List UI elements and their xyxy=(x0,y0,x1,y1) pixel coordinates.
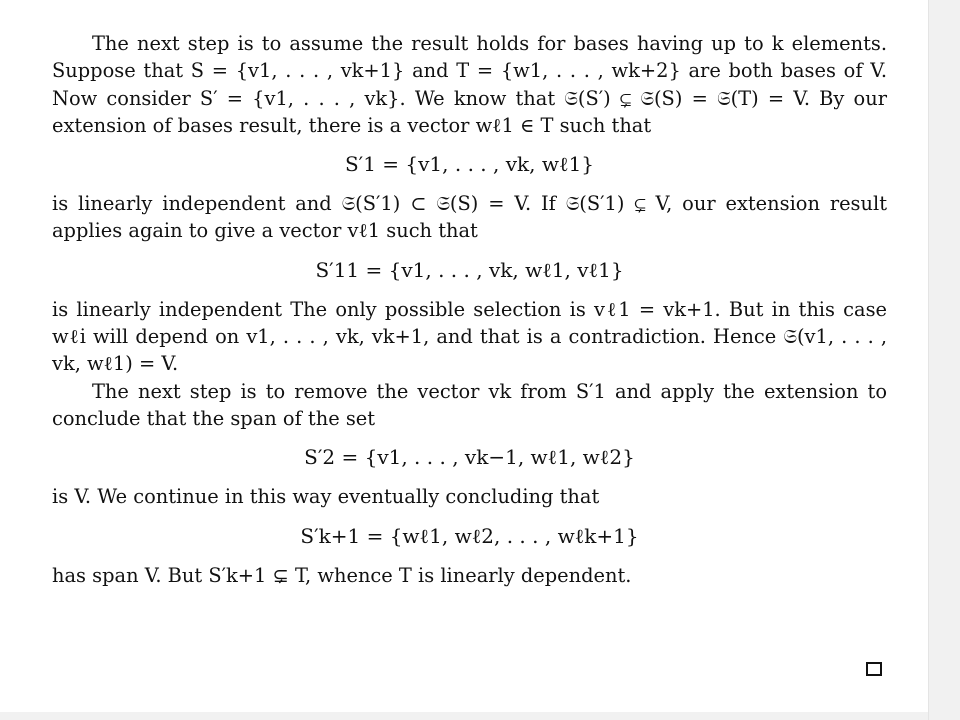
paragraph-6: has span V. But S′k+1 ⊊ T, whence T is linearly dependent. xyxy=(52,563,632,587)
equation-s11-prime: S′11 = {v1, . . . , vk, wℓ1, vℓ1} xyxy=(315,257,624,282)
page-bottom-edge xyxy=(0,712,928,720)
paragraph-5: is V. We continue in this way eventually concluding that xyxy=(52,485,600,509)
paragraph-4: The next step is to remove the vector vk from S′1 and apply the extension to conclude that the span of the set xyxy=(52,379,887,430)
paragraph-1: The next step is to assume the result holds for bases having up to k elements. Suppose that S = {v1, . . . , vk+1} and T = {w1, . . . , wk+2} are both bases of V. Now consider S′ = {v1, . . . , vk}. We know that 𝔖(S′) ⊊ 𝔖(S) = 𝔖(T) = V. By our extension of bases result, there is a vector wℓ1 ∈ T such that xyxy=(52,32,887,137)
equation-s2-prime: S′2 = {v1, . . . , vk−1, wℓ1, wℓ2} xyxy=(304,445,635,470)
qed-square-icon xyxy=(866,662,882,676)
equation-s1-prime: S′1 = {v1, . . . , vk, wℓ1} xyxy=(344,152,595,177)
paragraph-3: is linearly independent The only possible selection is vℓ1 = vk+1. But in this case wℓi will depend on v1, . . . , vk, vk+1, and that is a contradiction. Hence 𝔖(v1, . . . , vk, wℓ1) = V. xyxy=(52,297,887,376)
proof-text xyxy=(52,30,887,589)
equation-sk1-prime: S′k+1 = {wℓ1, wℓ2, . . . , wℓk+1} xyxy=(300,523,639,548)
paragraph-2: is linearly independent and 𝔖(S′1) ⊂ 𝔖(S) = V. If 𝔖(S′1) ⊊ V, our extension result applies again to give a vector vℓ1 such that xyxy=(52,192,887,243)
vertical-scrollbar[interactable] xyxy=(928,0,960,720)
